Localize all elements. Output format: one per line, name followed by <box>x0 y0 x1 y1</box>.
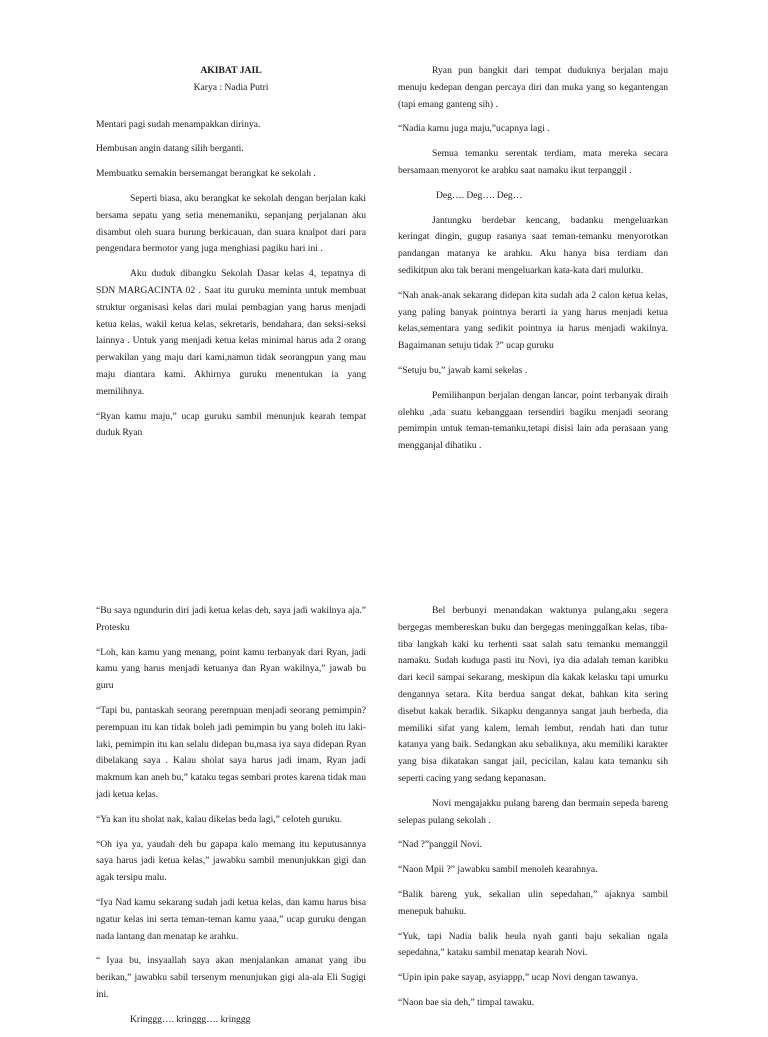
column-top-right <box>398 63 668 463</box>
paragraph: “Tapi bu, pantaskah seorang perempuan menjadi seorang pemimpin? perempuan itu kan tidak boleh jadi pemimpin bu yang boleh itu laki-laki, pemimpin itu kan selalu didepan bu,masa iya saya didepan Ryan dibelakang saya . Kalau sholat saya harus jadi imam, Ryan jadi makmum kan aneh bu,” kataku tegas sembari protes karena tidak mau jadi ketua kelas. <box>96 704 366 800</box>
paragraph: Semua temanku serentak terdiam, mata mereka secara bersamaan menyorot ke arahku saat namaku ikut terpanggil . <box>398 148 668 176</box>
paragraph: “Nadia kamu juga maju,”ucapnya lagi . <box>398 123 550 135</box>
paragraph: “Yuk, tapi Nadia balik heula nyah ganti baju sekalian ngala sepedahna,” kataku sambil menatap kearah Novi. <box>398 930 668 959</box>
paragraph: Hembusan angin datang silih berganti. <box>96 143 244 155</box>
story-author: Karya : Nadia Putri <box>193 81 269 93</box>
paragraph: “Upin ipin pake sayap, asyiappp,” ucap Novi dengan tawanya. <box>398 972 639 984</box>
paragraph: “Ya kan itu sholat nak, kalau dikelas beda lagi,” celoteh guruku. <box>96 813 342 825</box>
paragraph: “Bu saya ngundurin diri jadi ketua kelas deh, saya jadi wakilnya aja.” Protesku <box>96 605 366 633</box>
column-bottom-left <box>96 603 366 1037</box>
sound-effect: Kringgg…. kringgg…. kringgg <box>130 1013 251 1025</box>
paragraph: “Setuju bu,” jawab kami sekelas . <box>398 364 528 376</box>
paragraph: Novi mengajakku pulang bareng dan bermain sepeda bareng selepas pulang sekolah . <box>398 797 668 826</box>
paragraph: Ryan pun bangkit dari tempat duduknya berjalan maju menuju kedepan dengan percaya diri dan muka yang so kegantengan (tapi emang ganteng sih) . <box>398 65 668 110</box>
paragraph: Membuatku semakin bersemangat berangkat ke sekolah . <box>96 168 316 180</box>
paragraph: Pemilihanpun berjalan dengan lancar, point terbanyak diraih olehku ,ada suatu kebanggaan tersendiri bagiku menjadi seorang pemimpin untuk teman-temanku,tetapi disisi lain ada perasaan yang mengganjal dihatiku . <box>398 389 668 452</box>
paragraph: Jantungku berdebar kencang, badanku mengeluarkan keringat dingin, gugup rasanya saat teman-temanku menyorotkan pandangan matanya ke arahku. Aku hanya bisa terdiam dan sedikitpun aku tak berani mengeluarkan kata-kata dari mulutku. <box>398 214 668 276</box>
paragraph: Mentari pagi sudah menampakkan dirinya. <box>96 118 261 130</box>
paragraph: “Iya Nad kamu sekarang sudah jadi ketua kelas, dan kamu harus bisa ngatur kelas ini serta teman-teman kamu yaaa,” ucap guruku dengan nada lantang dan menatap ke arahku. <box>96 896 366 942</box>
paragraph: Aku duduk dibangku Sekolah Dasar kelas 4, tepatnya di SDN MARGACINTA 02 . Saat itu guruku meminta untuk membuat struktur organisasi kelas dari mulai pembagian yang harus menjadi ketua kelas, wakil ketua kelas, sekretaris, bendahara, dan seksi-seksi lainnya . Untuk yang menjadi ketua kelas minimal harus ada 2 orang perwakilan yang maju dari kami,namun tidak seorangpun yang mau maju diantara kami. Akhirnya guruku menentukan ia yang memilihnya. <box>96 268 366 397</box>
paragraph: Bel berbunyi menandakan waktunya pulang,aku segera bergegas membereskan buku dan bergegas meninggalkan kelas, tiba-tiba langkah kaki ku terhenti saat salah satu temanku memanggil namaku. Sudah kuduga pasti itu Novi, iya dia adalah teman karibku dari kecil sampai sekarang, meskipun dia kakak kelasku tapi umurku dengannya setara. Kita berdua sangat dekat, bahkan kita sering disebut kakak beradik. Sikapku dengannya sangat jauh berbeda, dia memiliki sifat yang kalem, lemah lembut, rendah hati dan tutur katanya yang baik. Sedangkan aku sebaliknya, aku memiliki karakter yang bisa dikatakan sangat jail, pecicilan, kalau kata temanku sih seperti cacing yang sedang kepanasan. <box>398 605 668 784</box>
paragraph: “Nah anak-anak sekarang didepan kita sudah ada 2 calon ketua kelas, yang paling banyak pointnya berarti ia yang harus menjadi ketua kelas,sementara yang sedikit pointnya ia harus menjadi wakilnya. Bagaimanan setuju tidak ?” ucap guruku <box>398 289 668 352</box>
column-top-left <box>96 63 366 450</box>
paragraph: “Ryan kamu maju,” ucap guruku sambil menunjuk kearah tempat duduk Ryan <box>96 410 366 439</box>
paragraph: “Loh, kan kamu yang menang, point kamu terbanyak dari Ryan, jadi kamu yang harus menjadi ketuanya dan Ryan wakilnya,” jawab bu guru <box>96 646 366 692</box>
paragraph: Seperti biasa, aku berangkat ke sekolah dengan berjalan kaki bersama sepatu yang setia menemaniku, sepanjang perjalanan aku disambut oleh suara burung berkicauan, dan suara knalpot dari para pengendara bermotor yang juga menghiasi pagiku hari ini . <box>96 192 366 255</box>
paragraph: “ Iyaa bu, insyaallah saya akan menjalankan amanat yang ibu berikan,” jawabku sabil tersenym menunjukan gigi ala-ala Eli Sugigi ini. <box>96 955 366 1000</box>
paragraph: “Balik bareng yuk, sekalian ulin sepedahan,” ajaknya sambil menepuk bahuku. <box>398 888 668 917</box>
paragraph: “Nad ?”panggil Novi. <box>398 839 482 851</box>
column-bottom-right <box>398 603 668 1020</box>
sound-effect: Deg…. Deg…. Deg… <box>436 189 523 201</box>
story-title: AKIBAT JAIL <box>200 65 262 76</box>
paragraph: “Naon bae sia deh,” timpal tawaku. <box>398 996 535 1008</box>
paragraph: “Oh iya ya, yaudah deh bu gapapa kalo memang itu keputusannya saya harus jadi ketua kelas,” jawabku sambil menunjukkan gigi dan agak tersipu malu. <box>96 838 366 884</box>
paragraph: “Naon Mpii ?” jawabku sambil menoleh kearahnya. <box>398 864 598 876</box>
